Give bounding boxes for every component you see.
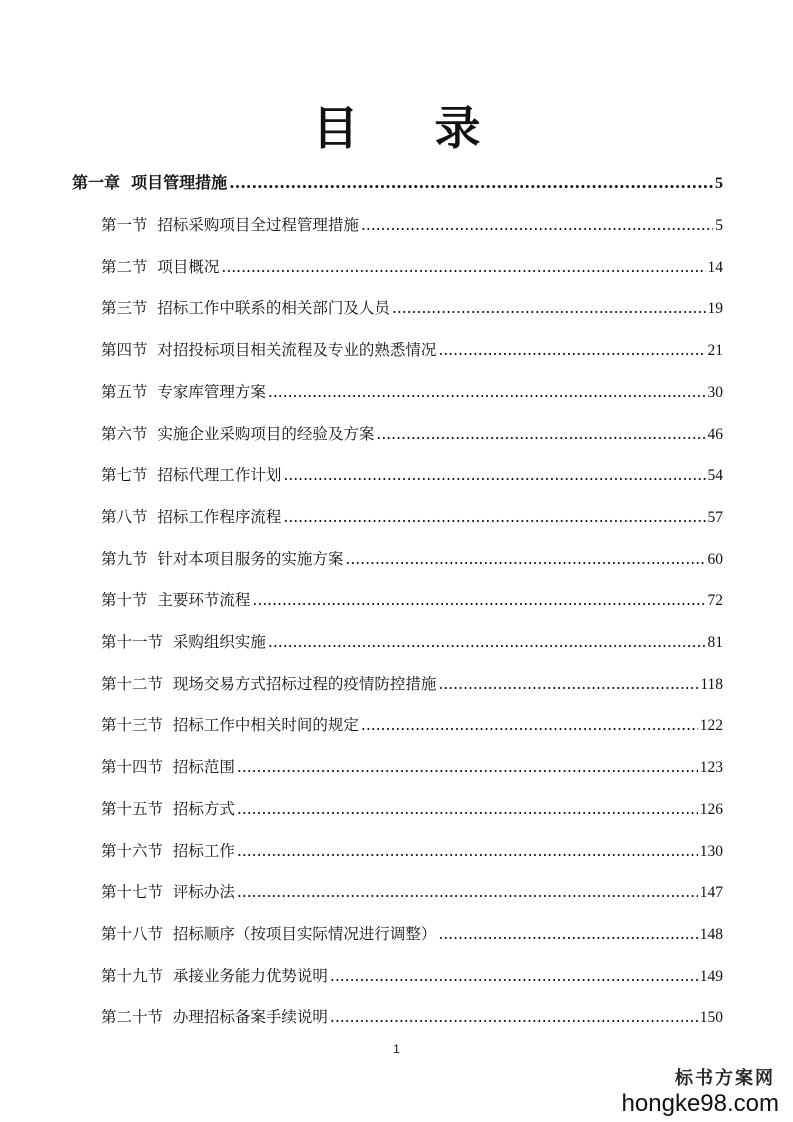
toc-leader-dots [438,919,697,949]
toc-leader-dots [252,585,705,615]
toc-entry-page: 126 [699,800,723,818]
watermark-cn-text: 标书方案网 [675,1068,775,1089]
toc-section-row[interactable] [101,460,723,490]
toc-entry-label [101,252,219,282]
toc-entry-page: 72 [707,592,723,610]
toc-entry-title: 采购组织实施 [172,633,266,651]
toc-entry-page: 149 [699,967,723,985]
toc-entry-number: 第十八节 [101,924,164,943]
toc-entry-page: 150 [699,1009,723,1027]
toc-section-row[interactable] [101,877,723,907]
toc-section-row[interactable] [101,627,723,657]
toc-chapter-row[interactable] [72,168,723,198]
toc-entry-title: 现场交易方式招标过程的疫情防控措施 [172,674,437,693]
toc-entry-title: 承接业务能力优势说明 [172,966,328,985]
toc-entry-title: 招标工作程序流程 [157,507,282,526]
toc-entry-number: 第二十节 [101,1008,164,1027]
toc-entry-title: 招标方式 [172,799,235,818]
toc-entry-page: 21 [707,342,723,360]
toc-leader-dots [268,377,706,407]
toc-section-row[interactable] [101,919,723,949]
toc-entry-number: 第十一节 [101,633,164,651]
toc-section-row[interactable] [101,210,723,240]
toc-section-row[interactable] [101,752,723,782]
toc-leader-dots [229,168,713,198]
toc-section-row[interactable] [101,794,723,824]
toc-entry-number: 第十四节 [101,758,164,777]
toc-entry-number: 第一章 [72,173,121,192]
toc-entry-title: 针对本项目服务的实施方案 [157,549,344,568]
toc-entry-page: 5 [715,217,723,234]
toc-entry-number: 第八节 [101,507,148,526]
watermark-url: hongke98.com [621,1090,779,1117]
toc-entry-page: 123 [699,759,723,777]
toc-entry-title: 项目管理措施 [131,173,228,192]
toc-section-row[interactable] [101,335,723,365]
toc-section-row[interactable] [101,293,723,323]
toc-entry-label [101,752,235,782]
toc-entry-page: 5 [715,175,723,192]
toc-entry-label [101,335,436,365]
toc-entry-label [101,1002,328,1032]
toc-entry-number: 第十九节 [101,966,164,985]
toc-entry-title: 评标办法 [172,883,235,902]
toc-entry-page: 14 [707,258,723,276]
toc-entry-number: 第六节 [101,424,148,443]
toc-entry-number: 第七节 [101,466,148,485]
toc-entry-title: 招标顺序（按项目实际情况进行调整） [172,924,437,943]
toc-entry-label [101,669,436,699]
toc-section-row[interactable] [101,1002,723,1032]
toc-leader-dots [221,252,705,282]
toc-entry-number: 第十三节 [101,716,164,735]
toc-entry-label [101,377,266,407]
toc-leader-dots [237,794,698,824]
toc-entry-page: 46 [707,425,723,443]
toc-section-row[interactable] [101,502,723,532]
page-title: 目 录 [312,101,511,155]
toc-section-row[interactable] [101,710,723,740]
toc-entry-page: 60 [707,550,723,568]
toc-entry-title: 招标工作 [172,841,235,860]
toc-leader-dots [237,836,698,866]
toc-entry-page: 81 [707,634,723,651]
toc-entry-label [101,919,436,949]
toc-entry-label [72,168,227,198]
toc-entry-number: 第十节 [101,591,148,610]
toc-entry-number: 第十六节 [101,841,164,860]
toc-leader-dots [237,877,698,907]
toc-entry-title: 办理招标备案手续说明 [172,1008,328,1027]
toc-section-row[interactable] [101,585,723,615]
toc-entry-label [101,210,359,240]
toc-entry-label [101,502,281,532]
toc-entry-label [101,293,390,323]
toc-leader-dots [330,961,698,991]
toc-entry-label [101,419,374,449]
toc-section-row[interactable] [101,252,723,282]
toc-entry-label [101,710,359,740]
toc-leader-dots [361,210,713,240]
toc-entry-page: 130 [699,842,723,860]
toc-entry-label [101,961,328,991]
toc-section-row[interactable] [101,419,723,449]
toc-entry-title: 项目概况 [157,257,220,276]
toc-entry-number: 第十二节 [101,674,164,693]
toc-leader-dots [268,627,706,657]
toc-leader-dots [283,460,705,490]
toc-leader-dots [237,752,698,782]
toc-leader-dots [392,293,706,323]
toc-entry-number: 第一节 [101,216,148,234]
toc-entry-page: 57 [707,508,723,526]
toc-entry-page: 118 [700,675,723,693]
toc-entry-label [101,794,235,824]
toc-entry-number: 第三节 [101,299,148,318]
toc-entry-title: 招标工作中联系的相关部门及人员 [157,299,390,318]
toc-entry-page: 54 [707,467,723,485]
toc-entry-page: 19 [707,300,723,318]
toc-entry-page: 148 [699,925,723,943]
toc-entry-label [101,877,235,907]
toc-section-row[interactable] [101,836,723,866]
toc-section-row[interactable] [101,377,723,407]
toc-entry-label [101,544,343,574]
toc-entry-label [101,627,266,657]
toc-entry-number: 第二节 [101,257,148,276]
toc-leader-dots [438,669,698,699]
toc-leader-dots [361,710,698,740]
toc-entry-number: 第四节 [101,341,148,360]
toc-section-row[interactable] [101,544,723,574]
toc-entry-title: 对招投标项目相关流程及专业的熟悉情况 [157,341,437,360]
toc-entry-title: 招标工作中相关时间的规定 [172,716,359,735]
toc-section-row[interactable] [101,669,723,699]
toc-entry-number: 第五节 [101,382,148,401]
toc-entry-title: 主要环节流程 [157,591,251,610]
toc-entry-title: 招标范围 [172,758,235,777]
toc-entry-number: 第九节 [101,549,148,568]
toc-entry-title: 招标代理工作计划 [157,466,282,485]
toc-entry-label [101,460,281,490]
toc-entry-number: 第十七节 [101,883,164,902]
toc-leader-dots [330,1002,698,1032]
toc-leader-dots [283,502,705,532]
toc-entry-page: 30 [707,383,723,401]
toc-entry-page: 147 [699,884,723,902]
toc-entry-number: 第十五节 [101,799,164,818]
toc-entry-title: 实施企业采购项目的经验及方案 [157,424,375,443]
toc-entry-label [101,836,235,866]
toc-entry-label [101,585,250,615]
page-number: 1 [393,1042,400,1056]
toc-entry-page: 122 [699,717,723,735]
watermark-logo [622,1068,779,1118]
toc-leader-dots [376,419,705,449]
toc-leader-dots [345,544,705,574]
toc-entry-title: 专家库管理方案 [157,382,266,401]
toc-section-row[interactable] [101,961,723,991]
toc-entry-title: 招标采购项目全过程管理措施 [157,216,359,234]
toc-leader-dots [438,335,705,365]
